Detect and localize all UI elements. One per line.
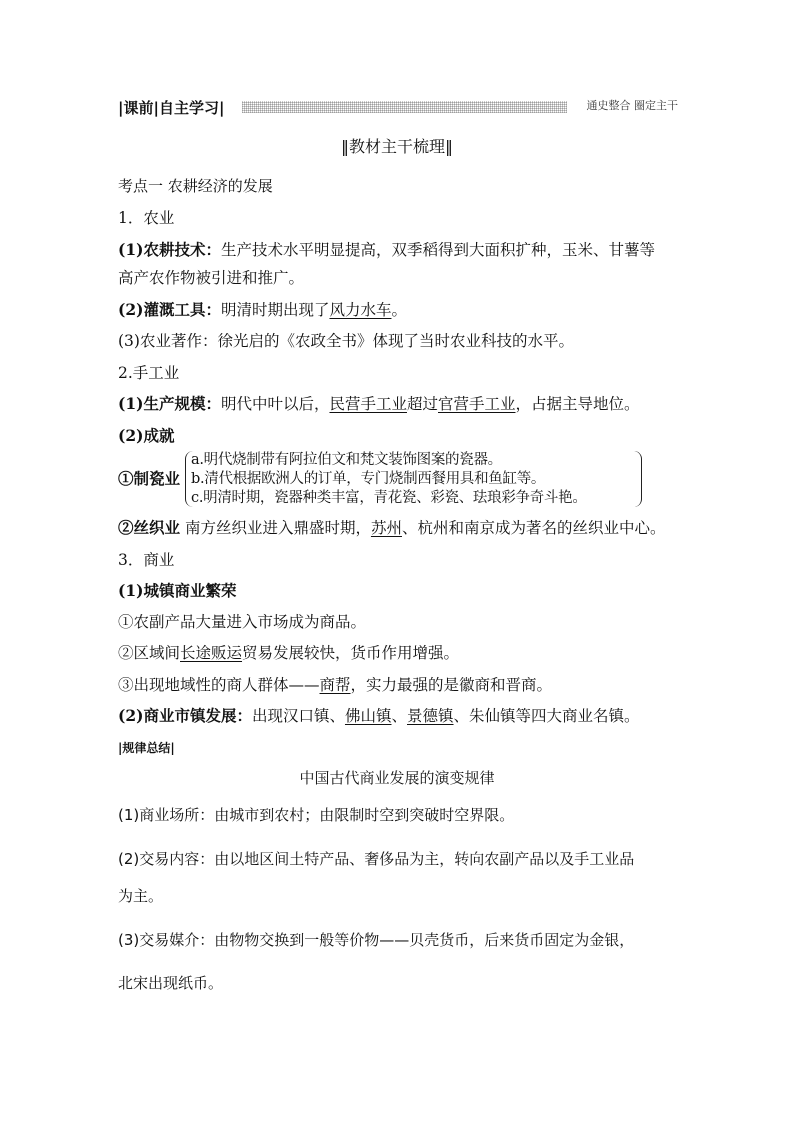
summary-p2-line2: 为主。	[118, 887, 164, 905]
porcelain-list	[191, 451, 587, 508]
silk-pre: 南方丝织业进入鼎盛时期，	[180, 519, 371, 537]
commerce-item2-key1: 佛山镇	[344, 707, 392, 725]
header-title: |课前|自主学习|	[118, 99, 225, 117]
agri-item2-label: (2)灌溉工具：	[118, 300, 221, 319]
section-header	[118, 98, 678, 116]
section-title: ‖教材主干梳理‖	[340, 137, 453, 156]
summary-p1: (1)商业场所：由城市到农村；由限制时空到突破时空界限。	[118, 806, 515, 824]
commerce-item2-mid: 、	[391, 707, 407, 725]
header-subtitle: 通史整合 圈定主干	[586, 99, 678, 112]
commerce-sub2	[118, 643, 459, 663]
porcelain-c: c.明清时期，瓷器种类丰富，青花瓷、彩瓷、珐琅彩争奇斗艳。	[191, 490, 587, 506]
porcelain-b: b.清代根据欧洲人的订单，专门烧制西餐用具和鱼缸等。	[191, 471, 546, 487]
commerce-item2	[118, 706, 640, 726]
craft-item1-label: (1)生产规模：	[118, 394, 221, 413]
craft-item1	[118, 394, 640, 414]
craft-heading: 2.手工业	[118, 364, 180, 382]
summary-p3-line1: (3)交易媒介：由物物交换到一般等价物——贝壳货币，后来货币固定为金银，	[118, 931, 635, 949]
craft-item1-mid: 超过	[406, 395, 438, 413]
summary-p3-line2: 北宋出现纸币。	[118, 974, 224, 992]
commerce-sub3	[118, 675, 552, 695]
craft-item1-pre: 明代中叶以后，	[220, 395, 330, 413]
commerce-item2-label: (2)商业市镇发展：	[118, 706, 252, 725]
porcelain-block	[118, 451, 678, 509]
commerce-item1: (1)城镇商业繁荣	[118, 581, 237, 600]
agri-item2-post: 。	[391, 301, 407, 319]
commerce-item2-post: 、朱仙镇等四大商业名镇。	[453, 707, 640, 725]
right-brace	[633, 451, 642, 507]
agri-item2-pre: 明清时期出现了	[220, 301, 330, 319]
agri-item2	[118, 300, 407, 320]
silk-key: 苏州	[370, 519, 402, 537]
silk-label: ②丝织业	[118, 518, 181, 537]
craft-item1-post: ，占据主导地位。	[515, 395, 640, 413]
agri-item1-label: (1)农耕技术：	[118, 240, 221, 259]
agri-item2-key: 风力水车	[329, 301, 392, 319]
agri-item1-cont: 高产农作物被引进和推广。	[118, 269, 305, 287]
commerce-item2-key2: 景德镇	[407, 707, 454, 725]
agri-item1	[118, 240, 655, 260]
commerce-heading: 3．商业	[118, 551, 175, 569]
commerce-sub2-post: 贸易发展较快，货币作用增强。	[242, 644, 460, 662]
agri-item1-text: 生产技术水平明显提高，双季稻得到大面积扩种，玉米、甘薯等	[220, 241, 655, 259]
commerce-sub2-key: 长途贩运	[180, 644, 243, 662]
commerce-item2-pre: 出现汉口镇、	[251, 707, 345, 725]
summary-title: 中国古代商业发展的演变规律	[299, 769, 495, 787]
craft-item1-key2: 官营手工业	[438, 395, 516, 413]
silk-item	[118, 518, 665, 538]
commerce-sub3-pre: ③出现地域性的商人群体——	[118, 676, 320, 694]
summary-tag: |规律总结|	[118, 741, 175, 755]
porcelain-label: ①制瓷业	[118, 469, 181, 488]
commerce-sub1: ①农副产品大量进入市场成为商品。	[118, 613, 367, 631]
craft-item1-key1: 民营手工业	[329, 395, 407, 413]
silk-post: 、杭州和南京成为著名的丝织业中心。	[401, 519, 666, 537]
agri-heading: 1．农业	[118, 209, 175, 227]
agri-item3: (3)农业著作：徐光启的《农政全书》体现了当时农业科技的水平。	[118, 332, 574, 350]
summary-p2-line1: (2)交易内容：由以地区间土特产品、奢侈品为主，转向农副产品以及手工业品	[118, 850, 635, 868]
porcelain-a: a.明代烧制带有阿拉伯文和梵文装饰图案的瓷器。	[191, 452, 502, 468]
commerce-sub3-post: ，实力最强的是徽商和晋商。	[350, 676, 553, 694]
header-hatch-band	[242, 101, 567, 113]
commerce-sub2-pre: ②区域间	[118, 644, 181, 662]
craft-item2: (2)成就	[118, 426, 175, 445]
topic-title: 考点一 农耕经济的发展	[118, 177, 273, 195]
commerce-sub3-key: 商帮	[319, 676, 351, 694]
